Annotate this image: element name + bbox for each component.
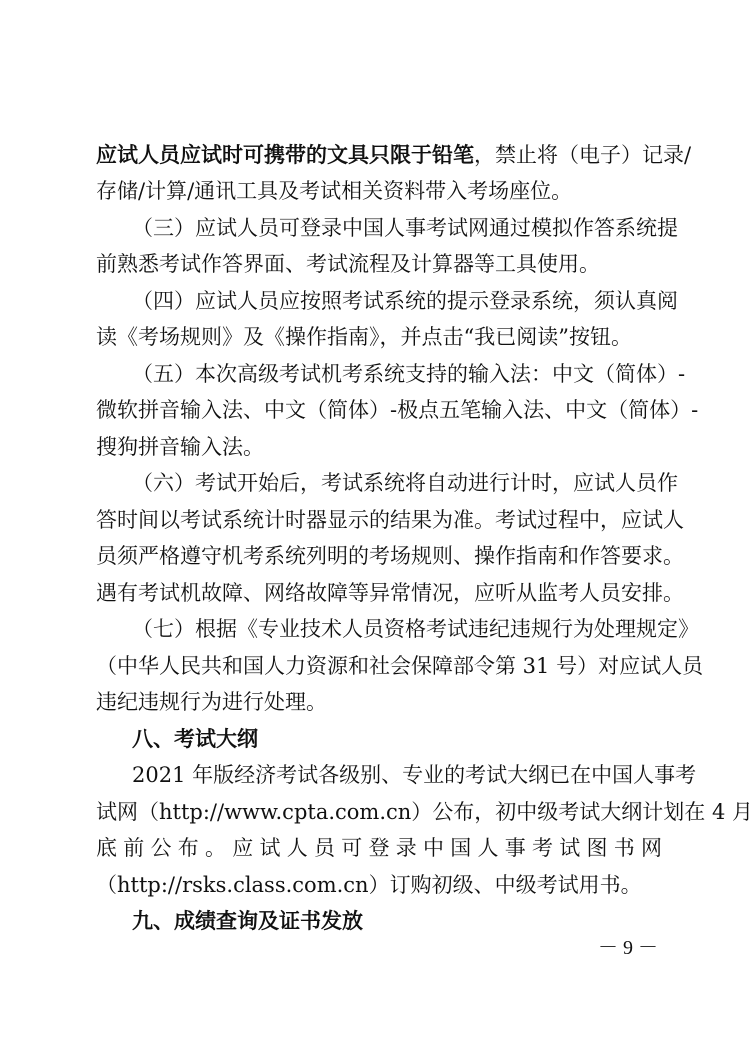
paragraph-line: 搜狗拼音输入法。 bbox=[96, 435, 264, 459]
bold-phrase: 应试人员应试时可携带的文具只限于铅笔 bbox=[96, 143, 474, 167]
paragraph-line: 存储/计算/通讯工具及考试相关资料带入考场座位。 bbox=[96, 179, 573, 203]
paragraph-line: （五）本次高级考试机考系统支持的输入法：中文（简体）- bbox=[132, 362, 686, 386]
paragraph-line: （中华人民共和国人力资源和社会保障部令第 31 号）对应试人员 bbox=[96, 654, 704, 678]
paragraph-line: 试网（http://www.cpta.com.cn）公布，初中级考试大纲计划在 4 月 bbox=[96, 800, 753, 824]
section-heading: 八、考试大纲 bbox=[132, 727, 258, 751]
paragraph-line: 员须严格遵守机考系统列明的考场规则、操作指南和作答要求。 bbox=[96, 544, 684, 568]
paragraph-line: 微软拼音输入法、中文（简体）-极点五笔输入法、中文（简体）- bbox=[96, 398, 699, 422]
page-number: － 9 － bbox=[598, 937, 658, 959]
paragraph-line: 底前公布。应试人员可登录中国人事考试图书网 bbox=[96, 836, 662, 860]
paragraph-line: （七）根据《专业技术人员资格考试违纪违规行为处理规定》 bbox=[132, 617, 699, 641]
paragraph-line: 遇有考试机故障、网络故障等异常情况，应听从监考人员安排。 bbox=[96, 581, 684, 605]
paragraph-line: 2021 年版经济考试各级别、专业的考试大纲已在中国人事考 bbox=[132, 763, 697, 787]
line-text: ，禁止将（电子）记录/ bbox=[474, 143, 692, 167]
paragraph-line: （四）应试人员应按照考试系统的提示登录系统，须认真阅 bbox=[132, 289, 678, 313]
paragraph-line: 前熟悉考试作答界面、考试流程及计算器等工具使用。 bbox=[96, 252, 600, 276]
paragraph-line: 违纪违规行为进行处理。 bbox=[96, 690, 327, 714]
paragraph-line: 答时间以考试系统计时器显示的结果为准。考试过程中，应试人 bbox=[96, 508, 684, 532]
paragraph-line: 读《考场规则》及《操作指南》，并点击“我已阅读”按钮。 bbox=[96, 325, 632, 349]
paragraph-line: （http://rsks.class.com.cn）订购初级、中级考试用书。 bbox=[96, 873, 642, 897]
section-heading: 九、成绩查询及证书发放 bbox=[132, 909, 363, 933]
paragraph-line: （六）考试开始后，考试系统将自动进行计时，应试人员作 bbox=[132, 471, 678, 495]
paragraph-line: （三）应试人员可登录中国人事考试网通过模拟作答系统提 bbox=[132, 216, 678, 240]
paragraph-line bbox=[96, 140, 692, 170]
